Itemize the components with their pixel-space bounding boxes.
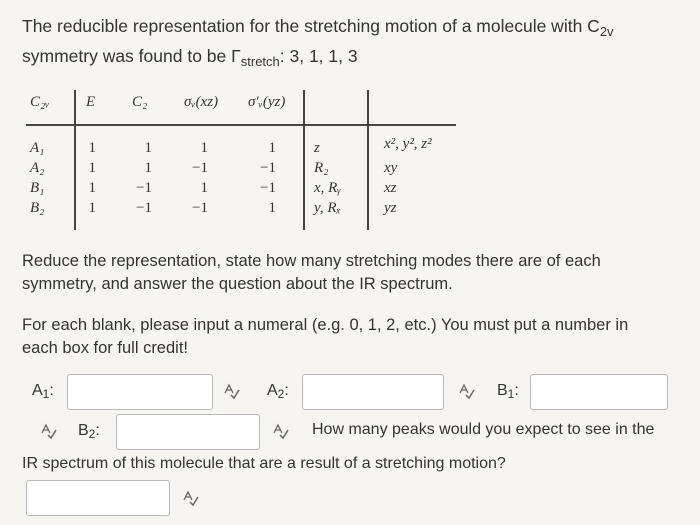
table-linear: y, Rₓ [314,200,341,216]
peaks-answer-input[interactable] [26,480,170,516]
table-header-e: E [86,94,96,110]
table-cell: −1 [136,180,152,196]
title-text-1: The reducible representation for the stretching motion of a molecule with C [22,16,600,36]
b1-label-letter: B [497,382,508,399]
table-header-group: C₂ᵥ [30,94,50,110]
table-cell: −1 [192,200,208,216]
a2-label-sub: 2 [277,387,285,401]
table-cell: 1 [88,160,96,176]
table-vrule-2 [303,90,305,230]
b2-label [78,422,100,441]
table-linear: x, Rᵧ [314,180,341,196]
table-cell: −1 [192,160,208,176]
peaks-question-line-1: How many peaks would you expect to see in the [312,421,655,438]
b2-answer-input[interactable] [116,414,260,450]
spellcheck-icon[interactable] [223,382,241,400]
a1-label-colon: : [49,382,54,399]
title-text-3: : 3, 1, 1, 3 [279,46,358,66]
instructions-line-3: For each blank, please input a numeral (e.g. 0, 1, 2, etc.) You must put a number in [22,316,629,334]
table-quadratic: xz [384,180,397,196]
table-header-sigma-yz: σ′ᵥ(yz) [248,94,286,110]
table-cell: 1 [144,140,152,156]
character-table [26,88,456,234]
instructions-line-2: symmetry, and answer the question about the IR spectrum. [22,275,453,293]
a2-label-letter: A [267,382,278,399]
title-sub-1: 2v [599,24,614,39]
spellcheck-icon[interactable] [458,382,476,400]
table-cell: 1 [88,180,96,196]
table-cell: 1 [144,160,152,176]
a1-answer-input[interactable] [67,374,213,410]
instructions-line-1: Reduce the representation, state how many stretching modes there are of each [22,252,601,270]
a2-answer-input[interactable] [302,374,444,410]
table-row-label: A₁ [30,140,45,156]
b1-label [497,382,519,401]
title-text-2: symmetry was found to be Γ [22,46,241,66]
table-row-label: B₁ [30,180,45,196]
table-quadratic: xy [384,160,398,176]
a2-label [267,382,289,401]
b1-answer-input[interactable] [530,374,668,410]
spellcheck-icon[interactable] [40,422,58,440]
b2-label-colon: : [95,422,100,439]
spellcheck-icon[interactable] [272,422,290,440]
table-cell: 1 [88,200,96,216]
table-cell: −1 [136,200,152,216]
question-title [22,14,682,74]
a1-label-letter: A [32,382,43,399]
table-quadratic: x², y², z² [384,136,432,152]
a1-label [32,382,54,401]
b2-label-letter: B [78,422,89,439]
b2-label-sub: 2 [88,427,96,441]
table-row-label: A₂ [30,160,45,176]
table-header-c2: C₂ [132,94,148,110]
table-header-sigma-xz: σᵥ(xz) [184,94,219,110]
a2-label-colon: : [284,382,289,399]
instructions-reduce [22,250,692,296]
table-header-rule [26,124,456,126]
title-sub-2: stretch [240,54,280,69]
table-linear: z [314,140,320,156]
instructions-blanks [22,314,692,360]
table-row-label: B₂ [30,200,45,216]
peaks-question-line-2: IR spectrum of this molecule that are a result of a stretching motion? [22,455,506,472]
b1-label-colon: : [514,382,519,399]
table-cell: 1 [88,140,96,156]
table-linear: R₂ [314,160,329,176]
table-vrule-3 [367,90,369,230]
table-cell: −1 [260,160,276,176]
spellcheck-icon[interactable] [182,489,200,507]
table-cell: 1 [268,140,276,156]
table-cell: −1 [260,180,276,196]
table-cell: 1 [200,180,208,196]
table-quadratic: yz [384,200,397,216]
a1-label-sub: 1 [42,387,50,401]
instructions-line-4: each box for full credit! [22,339,188,357]
table-cell: 1 [200,140,208,156]
table-cell: 1 [268,200,276,216]
b1-label-sub: 1 [507,387,515,401]
